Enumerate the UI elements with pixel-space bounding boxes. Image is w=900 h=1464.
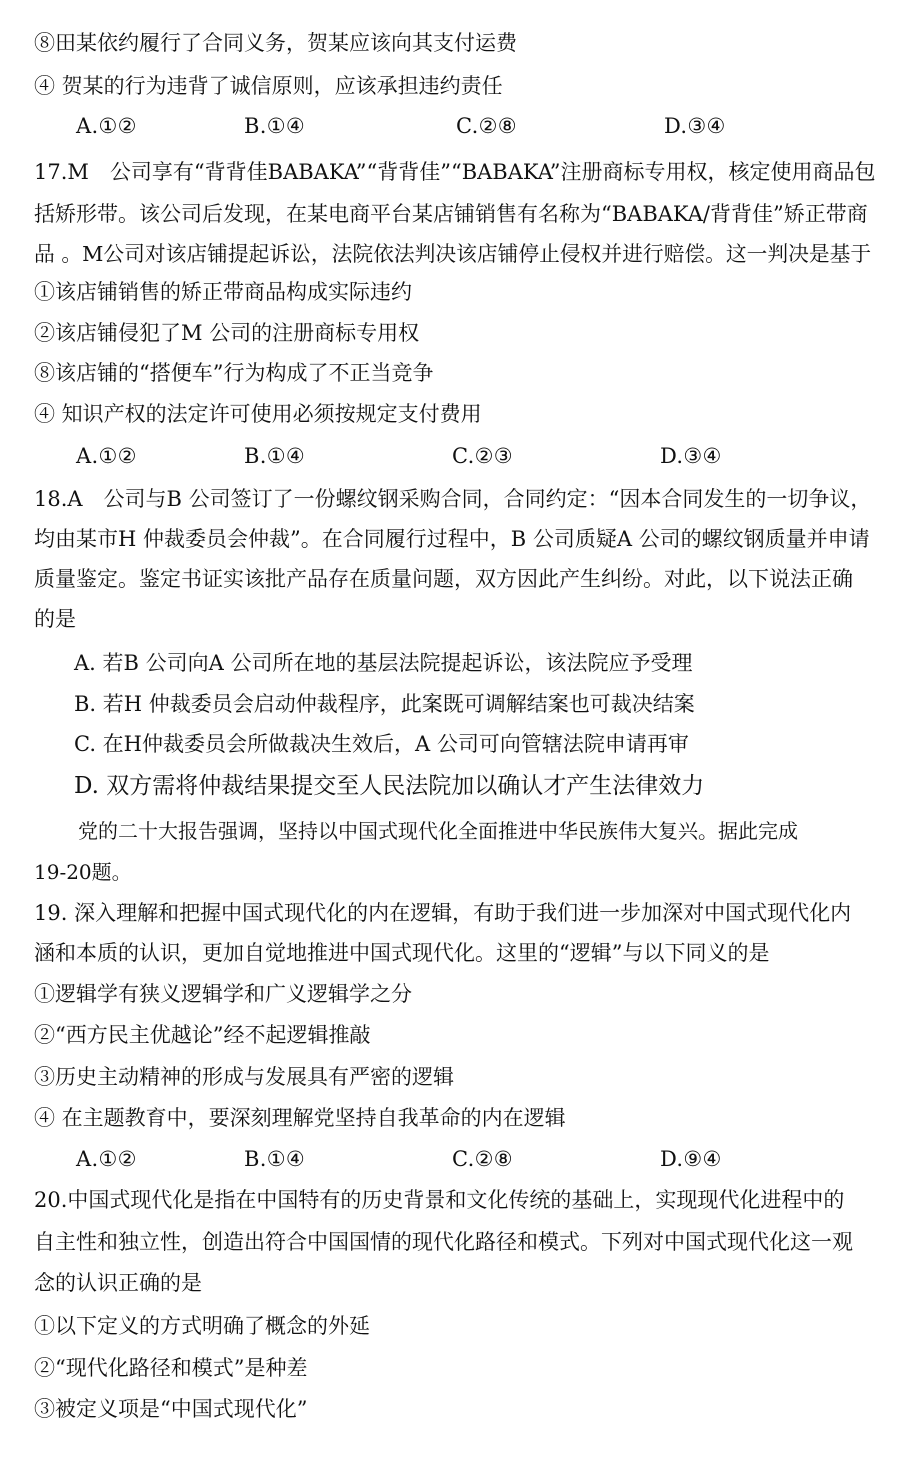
q18-choice-a[interactable]: A. 若B 公司向A 公司所在地的基层法院提起诉讼，该法院应予受理 xyxy=(74,651,693,675)
q17-option-c[interactable]: C.②③ xyxy=(452,444,513,468)
q19-stem-line-2: 涵和本质的认识，更加自觉地推进中国式现代化。这里的“逻辑”与以下同义的是 xyxy=(34,941,770,965)
q19-stem-line-1: 19. 深入理解和把握中国式现代化的内在逻辑，有助于我们进一步加深对中国式现代化内 xyxy=(34,901,852,925)
q17-statement-4: ④ 知识产权的法定许可使用必须按规定支付费用 xyxy=(34,402,482,426)
q18-stem-line-2: 均由某市H 仲裁委员会仲裁”。在合同履行过程中，B 公司质疑A 公司的螺纹钢质量并申请 xyxy=(34,527,870,551)
q20-statement-2: ②“现代化路径和模式”是种差 xyxy=(34,1356,308,1380)
q17-stem-line-1: 17.M 公司享有“背背佳BABAKA”“背背佳”“BABAKA”注册商标专用权，核定使用商品包 xyxy=(34,160,876,184)
q19-statement-3: ③历史主动精神的形成与发展具有严密的逻辑 xyxy=(34,1065,454,1089)
q17-option-b[interactable]: B.①④ xyxy=(244,444,305,468)
q17-statement-1: ①该店铺销售的矫正带商品构成实际违约 xyxy=(34,280,412,304)
q16-option-d[interactable]: D.③④ xyxy=(664,114,726,138)
q18-choice-c[interactable]: C. 在H仲裁委员会所做裁决生效后，A 公司可向管辖法院申请再审 xyxy=(74,732,689,756)
q18-stem-line-1: 18.A 公司与B 公司签订了一份螺纹钢采购合同，合同约定：“因本合同发生的一切争议， xyxy=(34,487,872,511)
q19-option-a[interactable]: A.①② xyxy=(76,1147,137,1171)
q18-stem-line-3: 质量鉴定。鉴定书证实该批产品存在质量问题，双方因此产生纠纷。对此，以下说法正确 xyxy=(34,567,853,591)
q16-statement-3: ⑧田某依约履行了合同义务，贺某应该向其支付运费 xyxy=(34,31,517,55)
q20-stem-line-2: 自主性和独立性，创造出符合中国国情的现代化路径和模式。下列对中国式现代化这一观 xyxy=(34,1230,853,1254)
q20-statement-1: ①以下定义的方式明确了概念的外延 xyxy=(34,1314,370,1338)
q19-statement-2: ②“西方民主优越论”经不起逻辑推敲 xyxy=(34,1023,371,1047)
q17-stem-line-2: 括矫形带。该公司后发现，在某电商平台某店铺销售有名称为“BABAKA/背背佳”矫正带商 xyxy=(34,202,868,226)
q16-option-c[interactable]: C.②⑧ xyxy=(456,114,517,138)
q17-option-d[interactable]: D.③④ xyxy=(660,444,722,468)
q19-statement-4: ④ 在主题教育中，要深刻理解党坚持自我革命的内在逻辑 xyxy=(34,1106,566,1130)
q17-statement-2: ②该店铺侵犯了M 公司的注册商标专用权 xyxy=(34,321,420,345)
q17-stem-line-3: 品 。M公司对该店铺提起诉讼，法院依法判决该店铺停止侵权并进行赔偿。这一判决是基于 xyxy=(34,242,872,266)
q16-option-a[interactable]: A.①② xyxy=(76,114,137,138)
q18-stem-line-4: 的是 xyxy=(34,607,76,631)
q18-choice-d[interactable]: D. 双方需将仲裁结果提交至人民法院加以确认才产生法律效力 xyxy=(74,773,705,799)
q19-option-b[interactable]: B.①④ xyxy=(244,1147,305,1171)
q17-statement-3: ⑧该店铺的“搭便车”行为构成了不正当竞争 xyxy=(34,361,434,385)
section-intro-line-2: 19-20题。 xyxy=(34,860,132,884)
q16-statement-4: ④ 贺某的行为违背了诚信原则，应该承担违约责任 xyxy=(34,74,503,98)
q18-choice-b[interactable]: B. 若H 仲裁委员会启动仲裁程序，此案既可调解结案也可裁决结案 xyxy=(74,692,695,716)
q20-stem-line-3: 念的认识正确的是 xyxy=(34,1271,202,1295)
section-intro-line-1: 党的二十大报告强调，坚持以中国式现代化全面推进中华民族伟大复兴。据此完成 xyxy=(78,819,798,843)
q19-option-d[interactable]: D.⑨④ xyxy=(660,1147,722,1171)
q17-option-a[interactable]: A.①② xyxy=(76,444,137,468)
q19-option-c[interactable]: C.②⑧ xyxy=(452,1147,513,1171)
q16-option-b[interactable]: B.①④ xyxy=(244,114,305,138)
q20-statement-3: ③被定义项是“中国式现代化” xyxy=(34,1397,308,1421)
q20-stem-line-1: 20.中国式现代化是指在中国特有的历史背景和文化传统的基础上，实现现代化进程中的 xyxy=(34,1188,845,1212)
q19-statement-1: ①逻辑学有狭义逻辑学和广义逻辑学之分 xyxy=(34,982,412,1006)
